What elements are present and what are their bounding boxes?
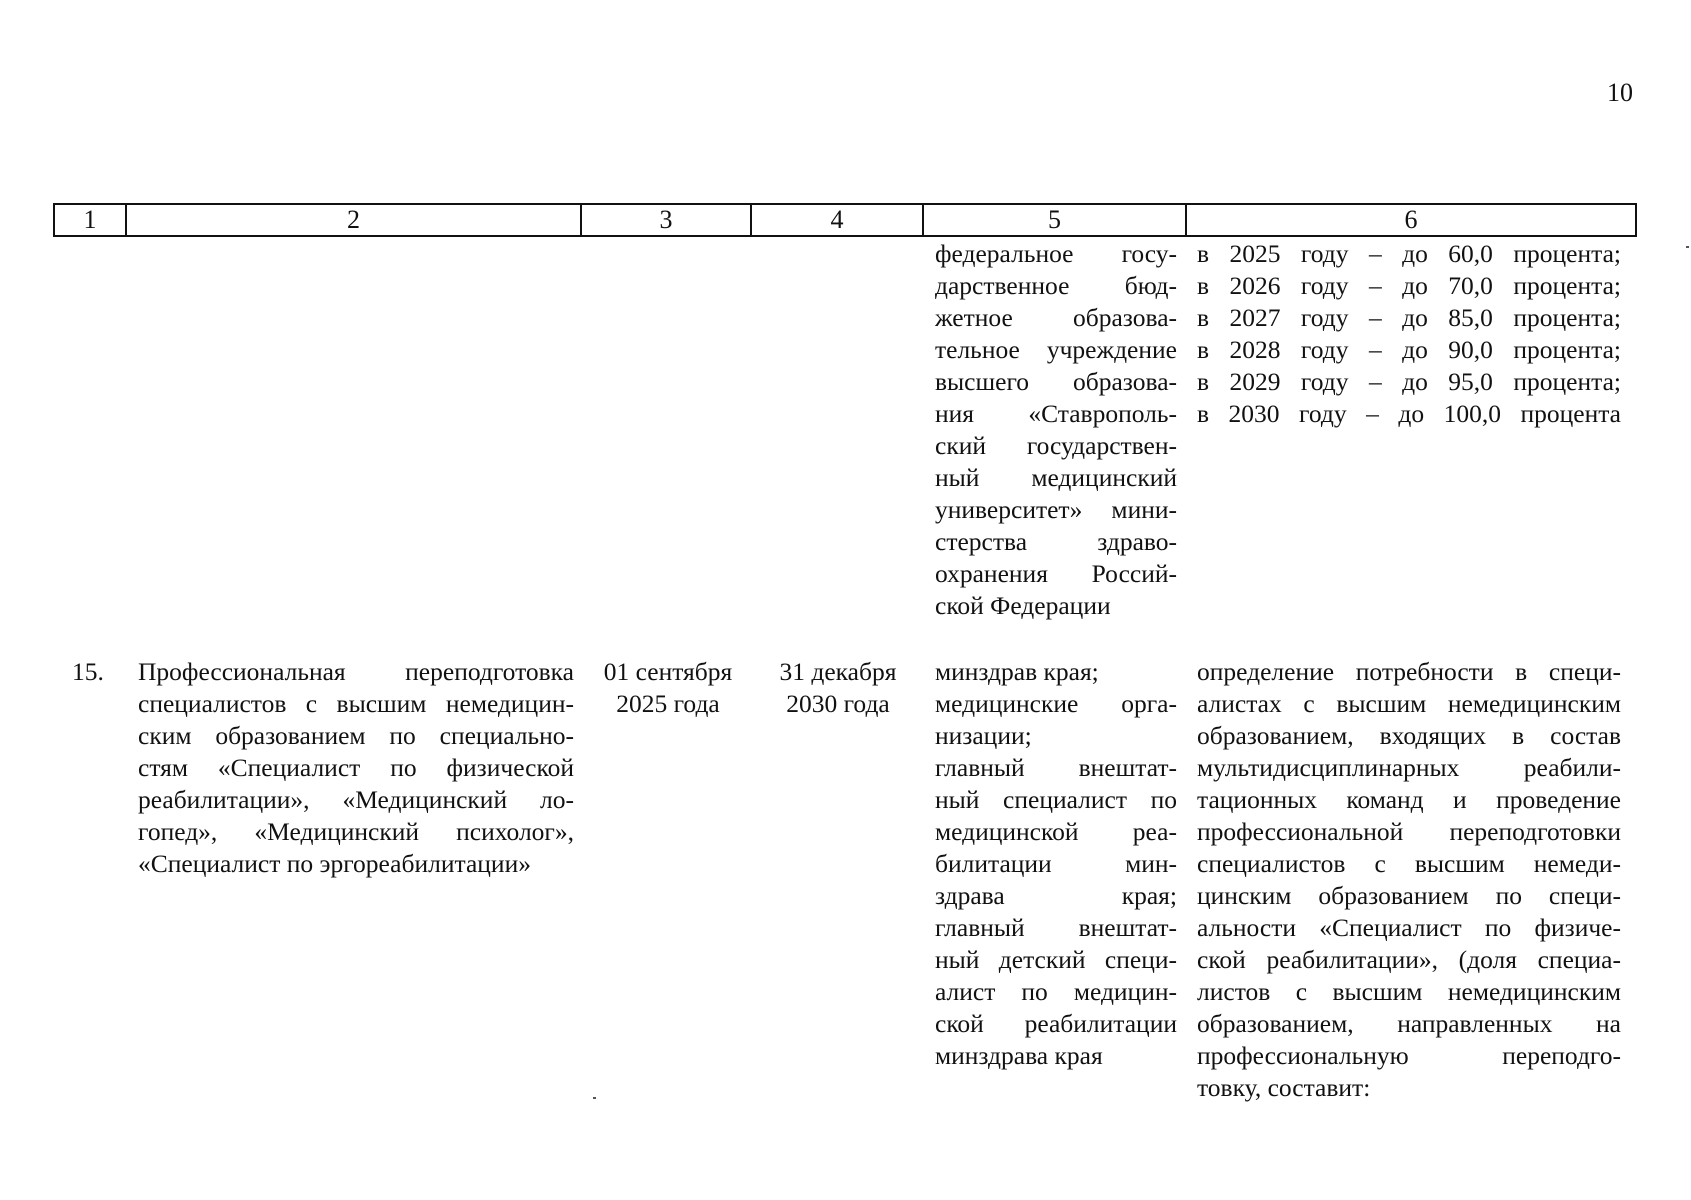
row2-result-line: образованием, входящих в состав xyxy=(1197,721,1621,750)
row2-result-line: профессиональную переподго- xyxy=(1197,1041,1621,1070)
row1-responsible-line: федеральное госу- xyxy=(935,239,1177,268)
row2-name-line: Профессиональная переподготовка xyxy=(138,657,574,686)
scan-speck xyxy=(593,1097,596,1099)
row2-result-line: товку, составит: xyxy=(1197,1073,1371,1102)
row2-responsible-line: низации; xyxy=(935,721,1032,750)
row1-responsible-line: стерства здраво- xyxy=(935,527,1177,556)
row2-end-line: 31 декабря xyxy=(779,657,897,686)
row2-name-line: «Специалист по эргореабилитации» xyxy=(138,849,531,878)
row1-responsible-line: охранения Россий- xyxy=(935,559,1177,588)
column-number-header xyxy=(53,203,1637,237)
row2-start-date xyxy=(588,656,748,720)
row1-result-line: в 2029 году – до 95,0 процента; xyxy=(1197,367,1621,396)
row2-result-line: мультидисциплинарных реабили- xyxy=(1197,753,1621,782)
header-col-3: 3 xyxy=(581,204,751,236)
row2-responsible-line: здрава края; xyxy=(935,881,1177,910)
row2-responsible-line: ный специалист по xyxy=(935,785,1177,814)
row2-responsible-line: медицинские орга- xyxy=(935,689,1177,718)
row2-responsible-line: ской реабилитации xyxy=(935,1009,1177,1038)
row1-responsible-line: университет» мини- xyxy=(935,495,1177,524)
row2-name-line: специалистов с высшим немедицин- xyxy=(138,689,574,718)
row2-result-line: образованием, направленных на xyxy=(1197,1009,1621,1038)
row2-result xyxy=(1197,656,1621,1104)
row2-name-line: стям «Специалист по физической xyxy=(138,753,574,782)
row1-responsible-line: высшего образова- xyxy=(935,367,1177,396)
row2-start-line: 2025 года xyxy=(616,689,720,718)
row2-responsible-line: алист по медицин- xyxy=(935,977,1177,1006)
row2-responsible-line: медицинской реа- xyxy=(935,817,1177,846)
header-col-1: 1 xyxy=(54,204,126,236)
row2-result-line: листов с высшим немедицинским xyxy=(1197,977,1621,1006)
row2-result-line: цинским образованием по специ- xyxy=(1197,881,1621,910)
row1-responsible-line: ский государствен- xyxy=(935,431,1177,460)
row2-result-line: специалистов с высшим немеди- xyxy=(1197,849,1621,878)
row1-result-line: в 2026 году – до 70,0 процента; xyxy=(1197,271,1621,300)
header-row xyxy=(54,204,1636,236)
scan-speck xyxy=(1686,246,1689,248)
header-col-5: 5 xyxy=(923,204,1186,236)
row1-responsible-line: ный медицинский xyxy=(935,463,1177,492)
row2-result-line: тационных команд и проведение xyxy=(1197,785,1621,814)
row1-responsible-line: тельное учреждение xyxy=(935,335,1177,364)
page-number: 10 xyxy=(1607,78,1633,107)
row2-result-line: профессиональной переподготовки xyxy=(1197,817,1621,846)
row1-result xyxy=(1197,238,1621,430)
row2-responsible-line: ный детский специ- xyxy=(935,945,1177,974)
row2-name-line: реабилитации», «Медицинский ло- xyxy=(138,785,574,814)
row1-responsible-line: ской Федерации xyxy=(935,591,1111,620)
row1-result-line: в 2025 году – до 60,0 процента; xyxy=(1197,239,1621,268)
row2-number: 15. xyxy=(72,657,104,686)
row2-start-line: 01 сентября xyxy=(603,657,733,686)
row2-responsible-line: главный внештат- xyxy=(935,753,1177,782)
row1-responsible-line: дарственное бюд- xyxy=(935,271,1177,300)
row2-result-line: ской реабилитации», (доля специа- xyxy=(1197,945,1621,974)
row2-name-line: гопед», «Медицинский психолог», xyxy=(138,817,574,846)
row2-responsible-line: билитации мин- xyxy=(935,849,1177,878)
row1-responsible-line: ния «Ставрополь- xyxy=(935,399,1177,428)
row1-result-line: в 2030 году – до 100,0 процента xyxy=(1197,399,1621,428)
row2-responsible xyxy=(935,656,1177,1072)
row2-result-line: определение потребности в специ- xyxy=(1197,657,1621,686)
row1-result-line: в 2027 году – до 85,0 процента; xyxy=(1197,303,1621,332)
row2-result-line: альности «Специалист по физиче- xyxy=(1197,913,1621,942)
row2-end-date xyxy=(756,656,920,720)
row2-responsible-line: главный внештат- xyxy=(935,913,1177,942)
row2-end-line: 2030 года xyxy=(786,689,890,718)
header-col-4: 4 xyxy=(751,204,923,236)
row2-result-line: алистах с высшим немедицинским xyxy=(1197,689,1621,718)
header-col-2: 2 xyxy=(126,204,581,236)
row2-responsible-line: минздрав края; xyxy=(935,657,1099,686)
row1-responsible xyxy=(935,238,1177,622)
header-col-6: 6 xyxy=(1186,204,1636,236)
row2-name-line: ским образованием по специально- xyxy=(138,721,574,750)
row2-responsible-line: минздрава края xyxy=(935,1041,1103,1070)
row1-result-line: в 2028 году – до 90,0 процента; xyxy=(1197,335,1621,364)
row2-name xyxy=(138,656,574,880)
row1-responsible-line: жетное образова- xyxy=(935,303,1177,332)
